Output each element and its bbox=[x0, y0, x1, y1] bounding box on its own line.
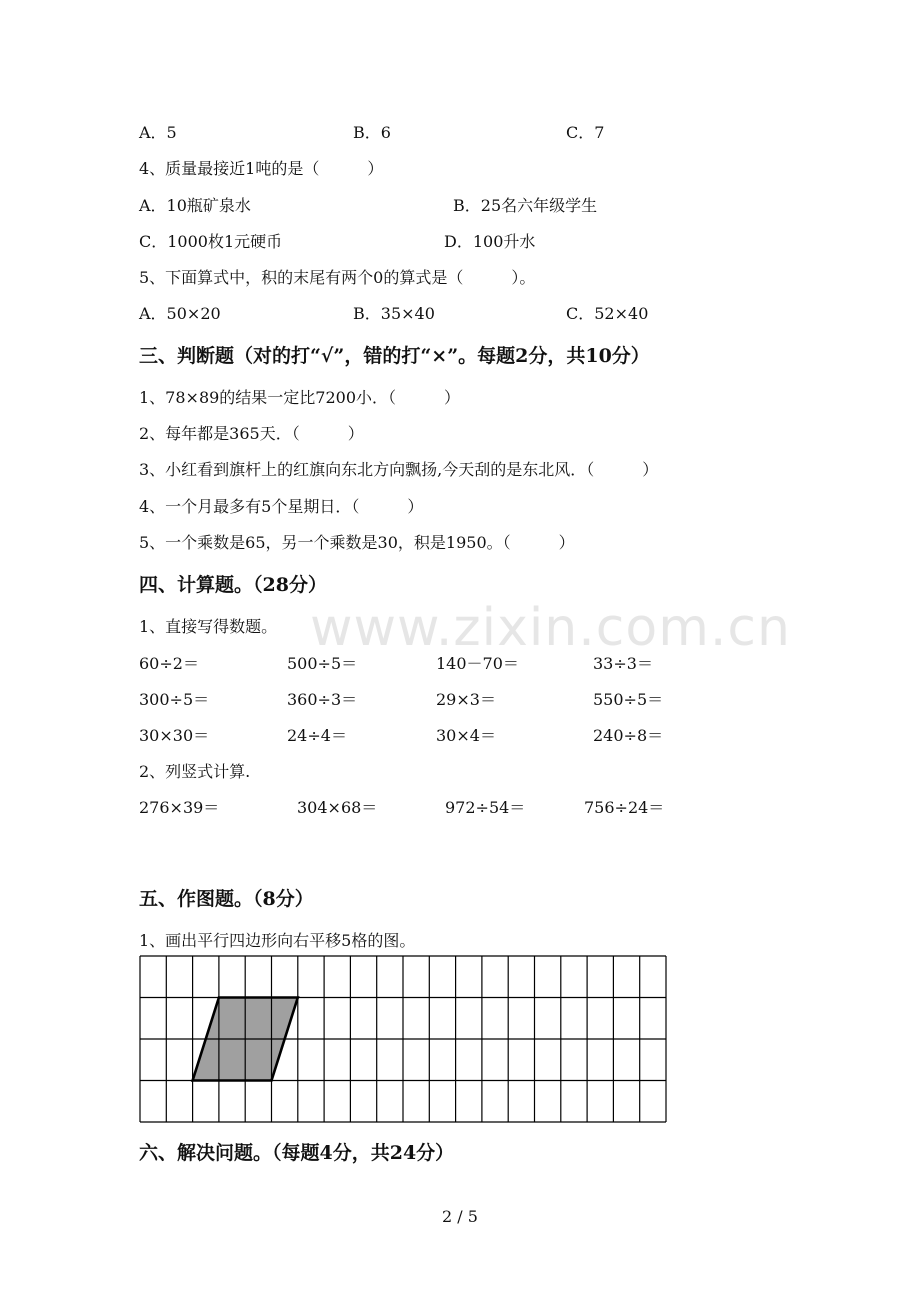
calc-item: 500÷5＝ bbox=[287, 654, 358, 673]
watermark: www.zixin.com.cn bbox=[310, 598, 791, 658]
calc-item: 30×4＝ bbox=[436, 726, 496, 745]
q3-option-a: A．5 bbox=[139, 123, 177, 142]
judge-item-4: 4、一个月最多有5个星期日．（ ） bbox=[139, 497, 424, 516]
calc-item: 140－70＝ bbox=[436, 654, 519, 673]
section6-title: 六、解决问题。（每题4分，共24分） bbox=[139, 1142, 455, 1164]
calc-item: 33÷3＝ bbox=[593, 654, 653, 673]
vertical-calc-item: 304×68＝ bbox=[297, 798, 378, 817]
q3-option-b: B．6 bbox=[353, 123, 391, 142]
judge-item-5: 5、一个乘数是65，另一个乘数是30，积是1950。（ ） bbox=[139, 533, 575, 552]
vertical-calc-item: 972÷54＝ bbox=[445, 798, 526, 817]
q5-option-b: B．35×40 bbox=[353, 304, 435, 323]
q5-option-c: C．52×40 bbox=[566, 304, 649, 323]
q5-option-a: A．50×20 bbox=[139, 304, 221, 323]
section4-title: 四、计算题。（28分） bbox=[139, 574, 327, 596]
q4-option-c: C．1000枚1元硬币 bbox=[139, 232, 283, 251]
section5-title: 五、作图题。（8分） bbox=[139, 888, 314, 910]
draw-q1-stem: 1、画出平行四边形向右平移5格的图。 bbox=[139, 931, 416, 950]
calc-q2-stem: 2、列竖式计算. bbox=[139, 762, 251, 781]
calc-item: 24÷4＝ bbox=[287, 726, 347, 745]
calc-item: 550÷5＝ bbox=[593, 690, 664, 709]
judge-item-3: 3、小红看到旗杆上的红旗向东北方向飘扬,今天刮的是东北风．（ ） bbox=[139, 460, 659, 479]
q4-option-d: D．100升水 bbox=[444, 232, 536, 251]
calc-q1-stem: 1、直接写得数题。 bbox=[139, 617, 278, 636]
vertical-calc-item: 756÷24＝ bbox=[584, 798, 665, 817]
judge-item-2: 2、每年都是365天．（ ） bbox=[139, 424, 364, 443]
vertical-calc-item: 276×39＝ bbox=[139, 798, 220, 817]
calc-item: 360÷3＝ bbox=[287, 690, 358, 709]
calc-item: 29×3＝ bbox=[436, 690, 496, 709]
q3-option-c: C．7 bbox=[566, 123, 605, 142]
q5-stem: 5、下面算式中，积的末尾有两个0的算式是（ ）。 bbox=[139, 268, 536, 287]
q4-stem: 4、质量最接近1吨的是（ ） bbox=[139, 159, 384, 178]
page-number: 2 / 5 bbox=[442, 1207, 478, 1226]
section3-title: 三、判断题（对的打“√”，错的打“×”。每题2分，共10分） bbox=[139, 345, 650, 367]
q4-option-b: B．25名六年级学生 bbox=[453, 196, 598, 215]
calc-item: 30×30＝ bbox=[139, 726, 210, 745]
calc-item: 240÷8＝ bbox=[593, 726, 664, 745]
translation-grid bbox=[139, 955, 669, 1123]
calc-item: 60÷2＝ bbox=[139, 654, 199, 673]
judge-item-1: 1、78×89的结果一定比7200小．（ ） bbox=[139, 388, 461, 407]
calc-item: 300÷5＝ bbox=[139, 690, 210, 709]
q4-option-a: A．10瓶矿泉水 bbox=[139, 196, 251, 215]
